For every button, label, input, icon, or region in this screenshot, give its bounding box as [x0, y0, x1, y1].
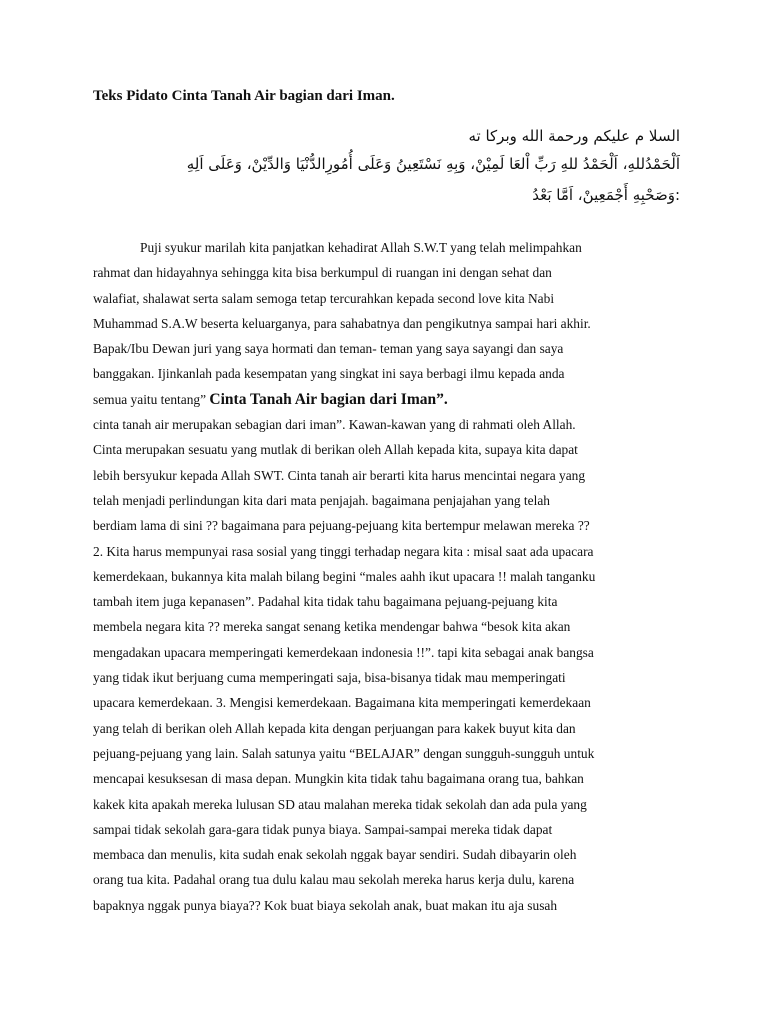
paragraph-line: banggakan. Ijinkanlah pada kesempatan yang singkat ini saya berbagi ilmu kepada anda: [93, 366, 565, 382]
body-line: membaca dan menulis, kita sudah enak sekolah nggak bayar sendiri. Sudah dibayarin oleh: [93, 847, 577, 863]
paragraph-line: walafiat, shalawat serta salam semoga tetap tercurahkan kepada second love kita Nabi: [93, 290, 555, 306]
body-line: pejuang-pejuang yang lain. Salah satunya yaitu “BELAJAR” dengan sungguh-sungguh untuk: [93, 745, 595, 761]
body-line: yang tidak ikut berjuang cuma memperingati saja, bisa-bisanya tidak mau memperingati: [93, 670, 566, 686]
body-line: bapaknya nggak punya biaya?? Kok buat biaya sekolah anak, buat makan itu aja susah: [93, 897, 558, 913]
body-line: yang telah di berikan oleh Allah kepada kita dengan perjuangan para kakek buyut kita dan: [93, 720, 576, 736]
body-line: membela negara kita ?? mereka sangat senang ketika mendengar bahwa “besok kita akan: [93, 619, 571, 635]
body-line: berdiam lama di sini ?? bagaimana para pejuang-pejuang kita bertempur melawan mereka ??: [93, 518, 590, 534]
topic-line-prefix: semua yaitu tentang”: [93, 391, 207, 407]
body-line: sampai tidak sekolah gara-gara tidak punya biaya. Sampai-sampai mereka tidak dapat: [93, 821, 553, 837]
topic-emphasis: Cinta Tanah Air bagian dari Iman”.: [209, 390, 448, 408]
body-line: kemerdekaan, bukannya kita malah bilang begini “males aahh ikut upacara !! malah tanganku: [93, 568, 596, 584]
body-line: 2. Kita harus mempunyai rasa sosial yang tinggi terhadap negara kita : misal saat ada upacara: [93, 543, 594, 559]
arabic-closing-line: :وَصَحْبِهِ أَجْمَعِينْ، اَمَّا بَعْدُ: [532, 186, 680, 204]
body-line: Cinta merupakan sesuatu yang mutlak di berikan oleh Allah kepada kita, supaya kita dapat: [93, 442, 578, 458]
body-line: lebih bersyukur kepada Allah SWT. Cinta tanah air berarti kita harus mencintai negara yang: [93, 467, 586, 483]
paragraph-line: Bapak/Ibu Dewan juri yang saya hormati dan teman- teman yang saya sayangi dan saya: [93, 341, 564, 357]
body-line: kakek kita apakah mereka lulusan SD atau malahan mereka tidak sekolah dan ada pula yang: [93, 796, 587, 812]
paragraph-line: rahmat dan hidayahnya sehingga kita bisa berkumpul di ruangan ini dengan sehat dan: [93, 265, 552, 281]
paragraph-line: Puji syukur marilah kita panjatkan kehadirat Allah S.W.T yang telah melimpahkan: [140, 240, 582, 255]
body-line: upacara kemerdekaan. 3. Mengisi kemerdekaan. Bagaimana kita memperingati kemerdekaan: [93, 695, 591, 711]
arabic-praise-line: اَلْحَمْدُللهِ، اَلْحَمْدُ للهِ رَبِّ اْلعَا لَمِيْنْ، وَبِهِ نَسْتَعِينُ وَعَلَى أُمُورِالدُّنْيَا وَالدِّيْنْ، وَعَلَى اَلِهِ: [186, 155, 680, 173]
body-line: cinta tanah air merupakan sebagian dari iman”. Kawan-kawan yang di rahmati oleh Allah.: [93, 417, 576, 433]
body-line: tambah item juga kepanasen”. Padahal kita tidak tahu bagaimana pejuang-pejuang kita: [93, 594, 558, 610]
body-line: telah menjadi perlindungan kita dari mata penjajah. bagaimana penjajahan yang telah: [93, 492, 550, 508]
body-line: mencapai kesuksesan di masa depan. Mungkin kita tidak tahu bagaimana orang tua, bahkan: [93, 771, 584, 787]
speech-body: [93, 238, 683, 921]
body-line: orang tua kita. Padahal orang tua dulu kalau mau sekolah mereka harus kerja dulu, karena: [93, 872, 575, 888]
topic-line: [93, 390, 683, 415]
document-title: Teks Pidato Cinta Tanah Air bagian dari Iman.: [93, 88, 395, 104]
body-line: mengadakan upacara memperingati kemerdekaan indonesia !!”. tapi kita sebagai anak bangsa: [93, 644, 594, 660]
paragraph-line: Muhammad S.A.W beserta keluarganya, para sahabatnya dan pengikutnya sampai hari akhir.: [93, 315, 591, 331]
arabic-greeting-line: السلا م عليكم ورحمة الله وبركا ته: [468, 127, 680, 145]
